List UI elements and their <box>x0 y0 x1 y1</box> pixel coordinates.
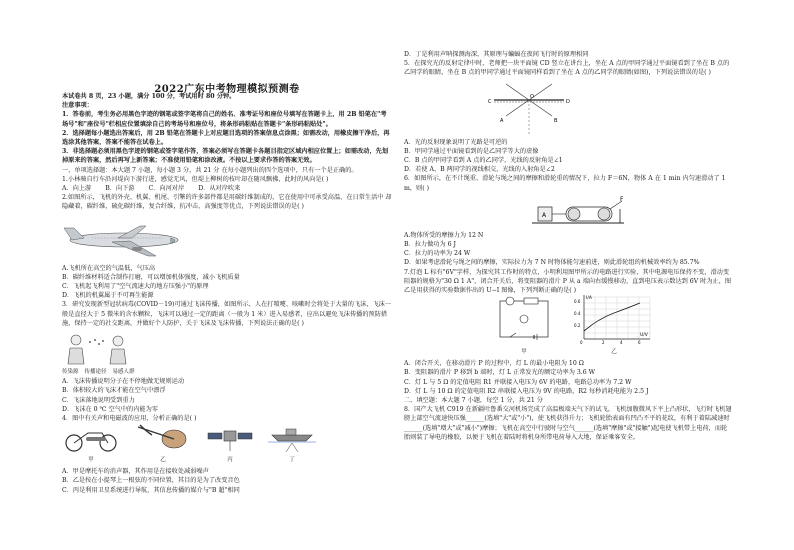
q6-option-d: D．如果考虑滑轮与绳之间的摩擦，实际拉力为 7 N 时物体能匀速前进，则此滑轮组的机械效率约为 85.7% <box>404 259 700 267</box>
section-2-heading: 二、填空题：本大题 7 小题，每空 1 分，共 21 分 <box>404 397 543 405</box>
q1-option-c: C．向河对岸 <box>148 185 185 193</box>
figure-jia <box>62 421 120 465</box>
caption-susceptible: 易感人群 <box>112 369 135 376</box>
question-3: 3．研究发现新型冠状病毒(COVID－19)可通过飞沫传播，如图所示，人在打喷嚏、咳嗽时会将处于大量的飞沫，飞沫一般是直径大于 5 微米的含水颗粒，飞沫可以通过一定的距离（一般为 1 米）进入易感者，应出以避免飞沫传播的预防措施，保持一定的社交距离，并做好个人防护，关于飞沫及飞沫传播，下列说法正确的是( ) <box>62 301 392 327</box>
graph-xlabel: U/V <box>640 332 648 338</box>
question-4: 4．图中有关声和电磁波的应用，分析正确的是( ) <box>62 415 197 423</box>
q3-option-c: C．飞沫落地说明受到重力 <box>62 396 135 404</box>
pulley-system-diagram <box>532 195 632 229</box>
sound-figures <box>62 425 392 465</box>
question-1: 1.小林骑自行车沿河堤向下游行进，感觉无风，但堤上柳树的枝叶却在随风飘拂，此时的风向是( ) <box>62 175 329 183</box>
q4-option-d: D．丁是利用声呐探测海深，其原理与蝙蝠在夜间飞行时的原理相同 <box>404 51 589 58</box>
question-8: 8．国产大飞机 C919 在新疆吐鲁番交河机场完成了高温极端天气下的试飞，飞机加腹微风下平上凸形状，飞行时飞机翅膀上部空气流速快压强______(选填"大"或"小")，使飞机获得升力；飞机轮胎表面有凹凸不平的花纹，有利于着陆减速时______(选填"增大"或"减小")摩擦；飞机在高空中行驶时与空气______(选填"摩擦"或"接触")起电使飞机带上电荷，而轮胎则装了导电的橡胶，以便于飞机在着陆时将机身所带电荷导入大地，保证乘客安全。 <box>404 406 732 441</box>
question-2: 2.如图所示，飞机的外壳、机翼、机尾、引擎的许多部件都是用碳纤维制成的，它在使用中可承受高温，在日常生活中 却隐藏着，碳纤维，硫化碳纤维，复合纤维，抗冲击、高强度等优点，下列说法错误的是( ) <box>62 194 392 211</box>
notice-heading: 注意事项： <box>62 102 93 110</box>
graph-xtick-6: 6 <box>638 339 641 345</box>
figure-circuit-jia <box>494 295 554 357</box>
graph-xtick-2: 2 <box>602 339 605 345</box>
graph-xtick-4: 4 <box>620 339 623 345</box>
graph-ylabel: I/A <box>586 295 592 301</box>
mirror-reflection-diagram <box>484 80 574 136</box>
transmission-figure <box>62 330 392 366</box>
q5-option-b: B．甲同学通过平面镜看到的是乙同学等大的虚像 <box>404 147 539 155</box>
satellite-icon <box>206 421 254 453</box>
caption-circuit-jia: 甲 <box>521 349 527 356</box>
question-1-options <box>62 184 392 193</box>
graph-curve <box>584 303 640 331</box>
q6-option-b: B．拉力做功为 6 J <box>404 241 457 249</box>
label-o: O <box>530 93 534 100</box>
q2-option-b: B．碳纤维材料适合制作打磨，可以增加机体强度，减小飞机质量 <box>62 273 240 281</box>
ui-graph <box>574 293 654 345</box>
figure-ding <box>268 421 316 465</box>
q1-option-a: A．向上游 <box>62 185 92 193</box>
q1-option-d: D．从对岸吹来 <box>198 185 241 193</box>
ship-sonar-icon <box>268 421 316 453</box>
question-5: 5．在探究光的反射定律中时，老师把一块平面镜 CD 竖立在讲台上，坐在 A 点的甲同学通过平面镜看到了坐在 B 点的乙同学的眼睛，坐在 B 点的甲同学通过平面镜同样看到了坐在 A 点的乙同学的眼睛(如图)，下列说法错误的是( ) <box>404 60 730 77</box>
figure-bing <box>206 421 254 465</box>
label-a: A <box>500 117 504 124</box>
circuit-diagram <box>494 295 554 345</box>
label-force-f: F <box>620 195 624 203</box>
airplane-figure <box>62 214 392 262</box>
section-1-heading: 一、单项选择题：本大题 7 小题，每小题 3 分，共 21 分 在每小题列出的四个选项中，只有一个是正确的。 <box>62 166 358 174</box>
q4-option-b: B．乙是按在小提琴上一根弦的不同位置，其目的是为了改变音色 <box>62 477 240 485</box>
caption-route: 传播途径 <box>84 369 107 376</box>
q3-option-d: D．飞沫在 0 ℃ 空气中的内能为零 <box>62 405 158 413</box>
q4-option-c: C．丙是利用卫星系统进行导航，其信息传播的媒介与"B 超"相同 <box>62 486 240 494</box>
q3-option-a: A．飞沫传播说明分子在不停地做无规则运动 <box>62 378 185 386</box>
q2-option-d: D．飞机的机翼属于不可再生能源 <box>62 292 154 300</box>
q3-option-b: B．体积较大的飞沫才能在空气中漂浮 <box>62 387 166 395</box>
q2-option-a: A.飞机所在高空的气温低，气压高 <box>62 264 156 272</box>
graph-ytick-04: 0.4 <box>574 310 581 316</box>
transmission-captions <box>62 368 392 377</box>
caption-jia: 甲 <box>88 457 94 464</box>
caption-yi: 乙 <box>160 457 166 464</box>
q4-option-a: A．甲是摩托车的消声器，其作用是在接收处减弱噪声 <box>62 468 209 476</box>
q7-option-c: C．灯 L 与 5 Ω 的定值电阻 R1 并联接入电压为 6V 的电路，电路总功率为 7.2 W <box>404 378 632 386</box>
caption-bing: 丙 <box>227 457 233 464</box>
mirror-figure <box>404 80 732 136</box>
sneeze-people-icon <box>62 332 142 366</box>
q5-option-d: D．若使 A、B 两同学的视线相交，光线的入射角是∠2 <box>404 166 555 174</box>
notice-3: 3．非选择题必须用黑色字迹的钢笔或签字笔作答，答案必须写在答题卡各题目指定区域内相应位置上；如需改动，先划掉原来的答案，然后再写上新答案；不准使用铅笔和涂改液。不按以上要求作答的答案无效。 <box>62 148 389 165</box>
q5-option-c: C．B 点的甲同学看到 A 点的乙同学，光线的反射角是∠1 <box>404 157 563 165</box>
right-column <box>404 50 732 442</box>
motorcycle-icon <box>62 421 120 453</box>
left-column <box>62 92 392 495</box>
q2-option-c: C．飞机起飞利用了"空气流速大的地方压强小"的原理 <box>62 283 209 291</box>
graph-ytick-02: 0.2 <box>574 322 581 328</box>
q7-option-d: D．灯 L 与 10 Ω 的定值电阻 R2 串联接入电压为 9V 的电路，R2 每秒消耗电能为 2.5 J <box>404 387 649 395</box>
graph-xtick-0: 0 <box>580 339 583 345</box>
intro-line: 本试卷共 8 页，23 小题，满分 100 分，考试用时 80 分钟。 <box>62 93 236 100</box>
q5-option-a: A．光的反射现象说明了光路是可逆的 <box>404 138 508 146</box>
figure-yi <box>134 421 192 465</box>
caption-ding: 丁 <box>289 457 295 464</box>
exam-title: 2022广东中考物理模拟预测卷 <box>154 84 300 95</box>
q7-option-a: A．闭合开关，在移动滑片 P 的过程中，灯 L 的最小电阻为 10 Ω <box>404 360 584 368</box>
notice-1: 1．答卷前，考生务必用黑色字迹的钢笔或签字笔将自己的姓名、准考证号和座位号填写在答题卡上，用 2B 铅笔在"考场号"和"座位号"栏相应位置填涂自己的考场号和座位号，将条形码粘贴在答题卡"条形码粘贴处"。 <box>62 111 387 128</box>
circuit-figures <box>404 297 732 357</box>
label-d: D <box>566 98 570 105</box>
violin-icon <box>134 421 192 453</box>
q1-option-b: B．向下游 <box>105 185 135 193</box>
pulley-figure <box>404 195 732 229</box>
caption-graph-yi: 乙 <box>611 349 617 356</box>
caption-source: 传染源 <box>62 369 79 376</box>
label-block-a: A <box>542 211 547 219</box>
figure-graph-yi <box>574 293 654 357</box>
question-7: 7.灯泡 L 标有"6V"字样，为探究其工作时的特点，小明利用图甲所示的电路进行实验，其中电源电压保持不变，滑动变阻器的规格为"30 Ω 1 A"，闭合开关后，将变阻器的滑片 P 从 a 端向右缓慢移动，直到电压表示数达到 6V 时为止，图乙是用获得的实验数据作出的 U−I 图像，下列判断正确的是( ) <box>404 268 732 295</box>
label-c: C <box>488 98 492 105</box>
question-6: 6．如图所示，在不计绳重、滑轮与绳之间的摩擦和滑轮重的情况下，拉力 F＝6N，物体 A 在 1 min 内匀速滑动了 1 m，则( ) <box>404 175 726 192</box>
label-b: B <box>554 117 558 124</box>
notice-2: 2．选择题每小题选出答案后，用 2B 铅笔在答题卡上对应题目选项的答案信息点涂黑；如需改动，用橡皮擦干净后，再选涂其他答案，答案不能答在试卷上。 <box>62 129 390 147</box>
q6-option-a: A.物体所受的摩擦力为 12 N <box>404 231 484 239</box>
graph-ytick-06: 0.6 <box>574 298 581 304</box>
q6-option-c: C．拉力的功率为 24 W <box>404 250 471 258</box>
q7-option-b: B．变阻器的滑片 P 移到 b 端时，灯 L 正常发光的额定功率为 3.6 W <box>404 369 596 377</box>
airplane-icon <box>62 214 182 260</box>
